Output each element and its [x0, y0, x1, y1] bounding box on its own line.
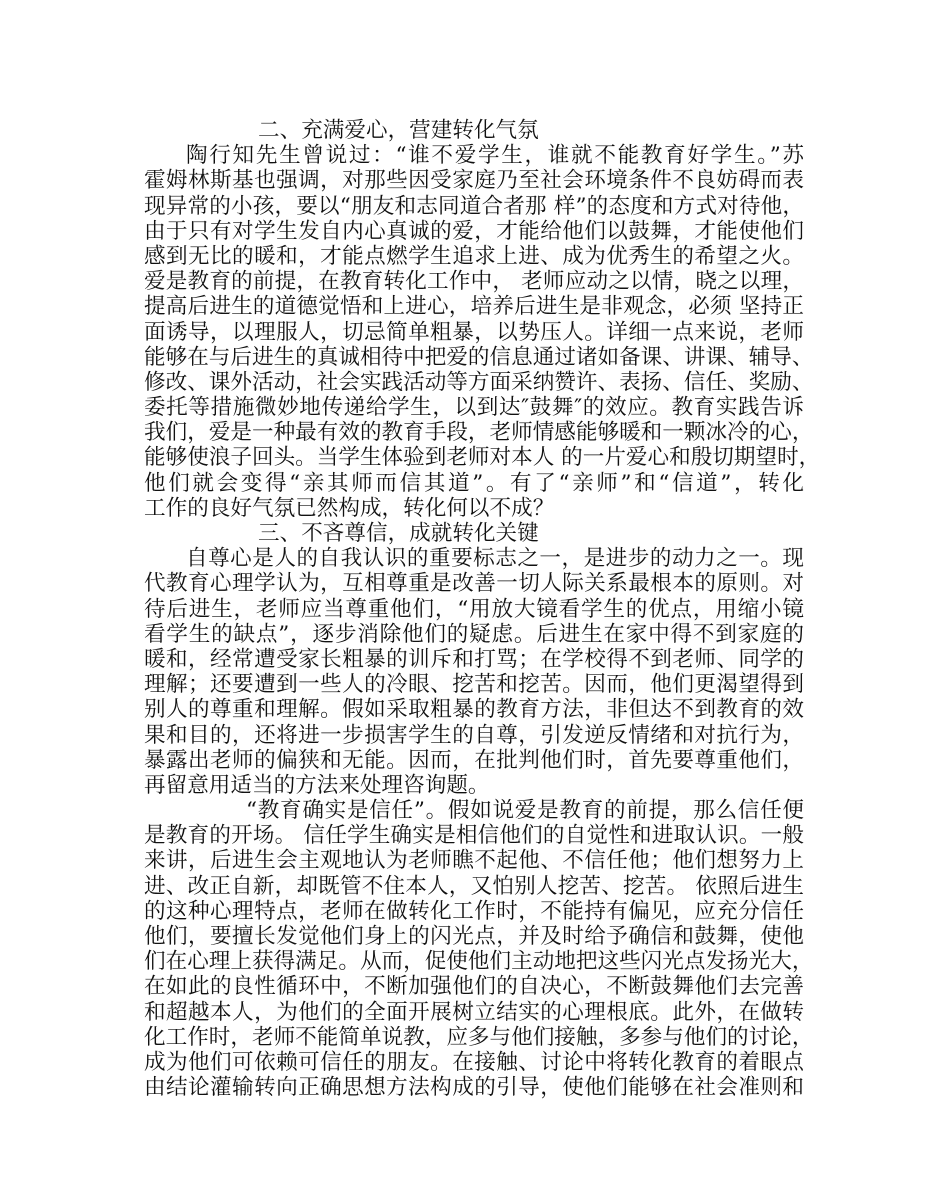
section2-paragraph — [144, 143, 821, 521]
paragraph-line: 再留意用适当的方法来处理咨询题。 — [144, 772, 490, 798]
section3-paragraph-1 — [144, 546, 804, 798]
section-heading-3: 三、不吝尊信，成就转化关键 — [258, 521, 539, 546]
paragraph-line: 的这种心理特点，老师在做转化工作时，不能持有偏见，应充分信任 — [144, 898, 804, 924]
paragraph-line: 爱是教育的前提，在教育转化工作中， 老师应动之以情，晓之以理， — [144, 269, 804, 295]
paragraph-line: 面诱导，以理服人，切忌简单粗暴，以势压人。详细一点来说，老师 — [144, 319, 804, 345]
paragraph-line: “教育确实是信任”。假如说爱是教育的前提，那么信任便 — [246, 798, 804, 824]
paragraph-line: 暖和，经常遭受家长粗暴的训斥和打骂；在学校得不到老师、同学的 — [144, 646, 804, 672]
paragraph-line: 霍姆林斯基也强调，对那些因受家庭乃至社会环境条件不良妨碍而表 — [144, 168, 804, 194]
paragraph-line: 果和目的，还将进一步损害学生的自尊，引发逆反情绪和对抗行为， — [144, 722, 804, 748]
paragraph-line: 别人的尊重和理解。假如采取粗暴的教育方法，非但达不到教育的效 — [144, 697, 804, 723]
paragraph-line: 自尊心是人的自我认识的重要标志之一，是进步的动力之一。现 — [186, 546, 804, 572]
paragraph-line: 在如此的良性循环中，不断加强他们的自决心，不断鼓舞他们去完善 — [144, 974, 804, 1000]
paragraph-line: 他们，要擅长发觉他们身上的闪光点，并及时给予确信和鼓舞，使他 — [144, 924, 804, 949]
paragraph-line: 们在心理上获得满足。从而，促使他们主动地把这些闪光点发扬光大， — [144, 949, 814, 975]
paragraph-line: 能够在与后进生的真诚相待中把爱的信息通过诸如备课、讲课、辅导、 — [144, 344, 814, 370]
section3-paragraph-2 — [144, 798, 814, 1101]
paragraph-line: 能够使浪子回头。当学生体验到老师对本人 的一片爱心和殷切期望时， — [144, 445, 821, 471]
paragraph-line: 提高后进生的道德觉悟和上进心，培养后进生是非观念，必须 坚持正 — [144, 294, 804, 320]
paragraph-line: 是教育的开场。 信任学生确实是相信他们的自觉性和进取认识。一般 — [144, 823, 804, 849]
paragraph-line: 暴露出老师的偏狭和无能。因而，在批判他们时，首先要尊重他们， — [144, 747, 804, 773]
section-heading-2: 二、充满爱心，营建转化气氛 — [258, 118, 539, 143]
paragraph-line: 现异常的小孩，要以“朋友和志同道合者那 样”的态度和方式对待他， — [144, 193, 804, 219]
paragraph-line: 看学生的缺点”，逐步消除他们的疑虑。后进生在家中得不到家庭的 — [144, 621, 804, 647]
paragraph-line: 工作的良好气氛已然构成，转化何以不成？ — [144, 495, 555, 521]
paragraph-line: 进、改正自新，却既管不住本人，又怕别人挖苦、挖苦。 依照后进生 — [144, 873, 804, 899]
paragraph-line: 由于只有对学生发自内心真诚的爱，才能给他们以鼓舞，才能使他们 — [144, 218, 804, 244]
document-page — [144, 118, 821, 1101]
paragraph-line: 来讲，后进生会主观地认为老师瞧不起他、不信任他；他们想努力上 — [144, 848, 804, 874]
paragraph-line: 委托等措施微妙地传递给学生，以到达″鼓舞″的效应。教育实践告诉 — [144, 395, 804, 421]
paragraph-line: 由结论灌输转向正确思想方法构成的引导，使他们能够在社会准则和 — [144, 1075, 804, 1101]
paragraph-line: 成为他们可依赖可信任的朋友。在接触、讨论中将转化教育的着眼点 — [144, 1049, 804, 1075]
paragraph-line: 理解；还要遭到一些人的冷眼、挖苦和挖苦。因而，他们更渴望得到 — [144, 672, 804, 698]
paragraph-line: 和超越本人，为他们的全面开展树立结实的心理根底。此外，在做转 — [144, 999, 804, 1025]
paragraph-line: 代教育心理学认为，互相尊重是改善一切人际关系最根本的原则。对 — [144, 571, 804, 597]
paragraph-line: 修改、课外活动，社会实践活动等方面采纳赞许、表扬、信任、奖励、 — [144, 369, 814, 395]
paragraph-line: 感到无比的暖和，才能点燃学生追求上进、成为优秀生的希望之火。 — [144, 243, 804, 269]
paragraph-line: 陶行知先生曾说过：“谁不爱学生，谁就不能教育好学生。”苏 — [186, 143, 804, 169]
paragraph-line: 待后进生，老师应当尊重他们，“用放大镜看学生的优点，用缩小镜 — [144, 596, 804, 622]
paragraph-line: 他们就会变得“亲其师而信其道”。有了“亲师”和“信道”，转化 — [144, 470, 804, 496]
paragraph-line: 我们，爱是一种最有效的教育手段，老师情感能够暖和一颗冰冷的心， — [144, 420, 814, 446]
paragraph-line: 化工作时，老师不能简单说教，应多与他们接触，多参与他们的讨论， — [144, 1024, 814, 1050]
